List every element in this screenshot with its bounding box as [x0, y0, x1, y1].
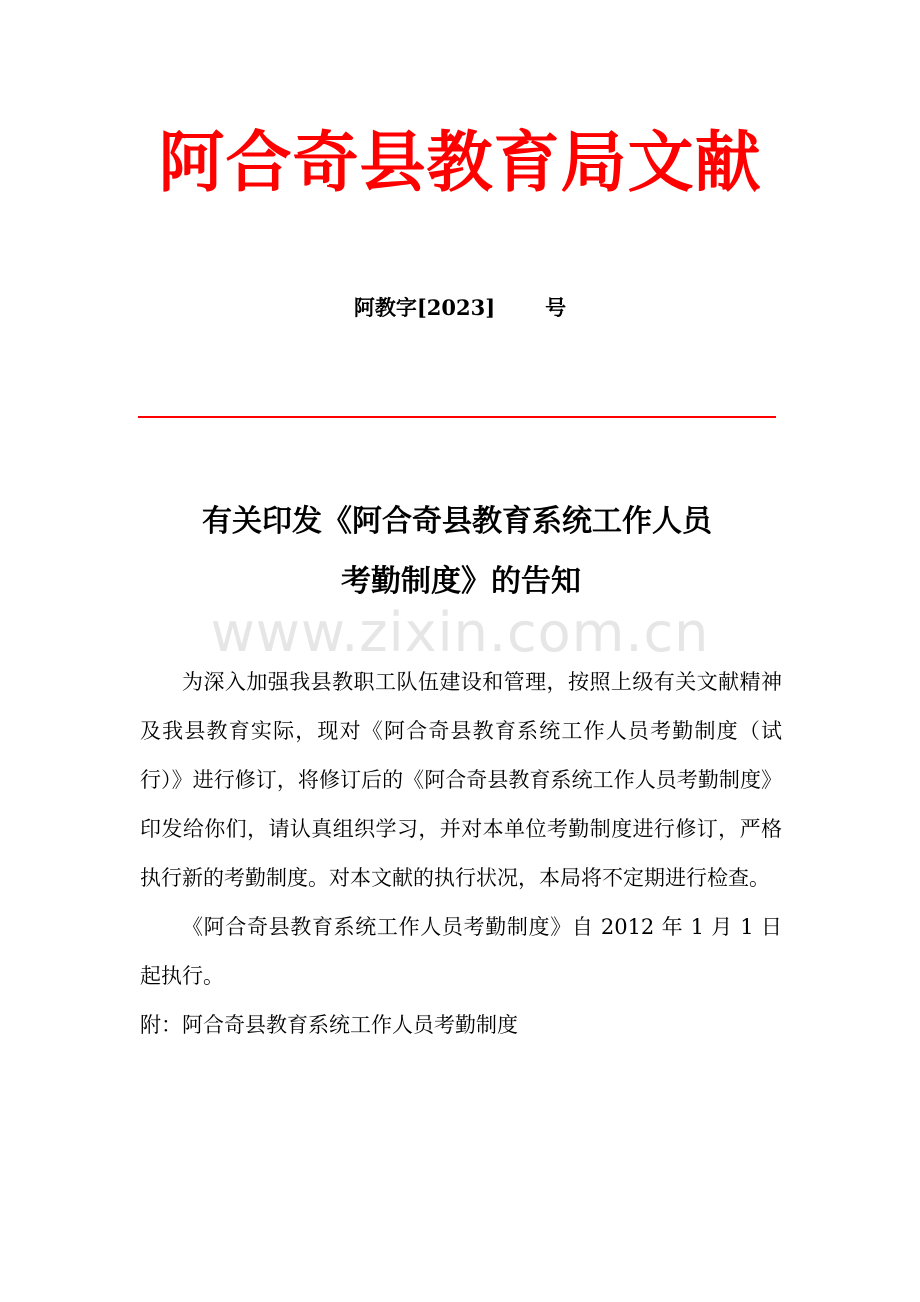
document-number-suffix: 号: [545, 295, 567, 320]
subject-line-1: 有关印发《阿合奇县教育系统工作人员: [202, 504, 712, 539]
body-paragraph-2: 《阿合奇县教育系统工作人员考勤制度》自 2012 年 1 月 1 日起执行。: [140, 915, 782, 988]
document-header-title: 阿合奇县教育局文献: [158, 123, 762, 201]
document-number: [0, 292, 920, 324]
attachment-line: 附：阿合奇县教育系统工作人员考勤制度: [140, 1013, 518, 1037]
notice-subject-title: [0, 494, 920, 610]
document-number-prefix: 阿教字[2023]: [353, 295, 496, 320]
body-paragraph-1: 为深入加强我县教职工队伍建设和管理，按照上级有关文献精神及我县教育实际，现对《阿合奇县教育系统工作人员考勤制度（试行）》进行修订，将修订后的《阿合奇县教育系统工作人员考勤制度》印发给你们，请认真组织学习，并对本单位考勤制度进行修订，严格执行新的考勤制度。对本文献的执行状况，本局将不定期进行检查。: [140, 670, 782, 890]
document-body: [140, 658, 782, 1050]
subject-line-2: 考勤制度》的告知: [341, 564, 581, 599]
watermark: www.zixin.com.cn: [210, 601, 710, 664]
red-divider-line: [138, 416, 776, 418]
